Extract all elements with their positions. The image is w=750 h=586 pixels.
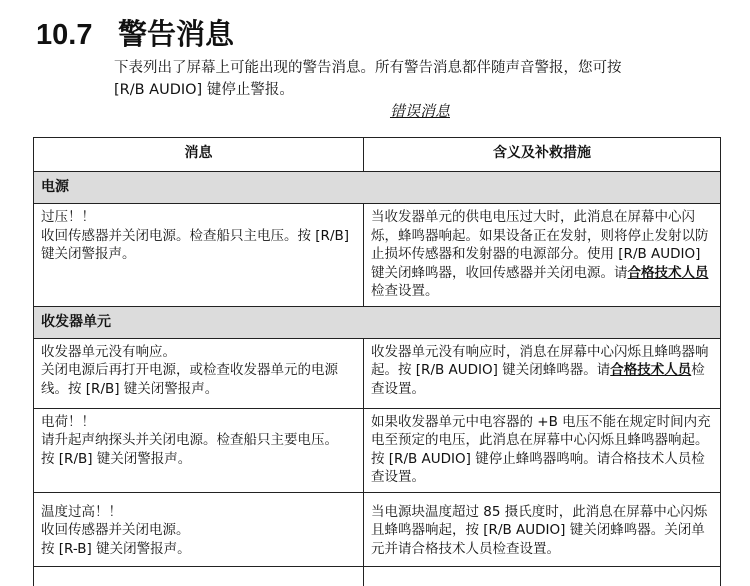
group-row-power (34, 172, 721, 204)
message-title: 电荷！！ (41, 413, 95, 430)
meaning-text: 如果收发器单元中电容器的 +B 电压不能在规定时间内充电至预定的电压，此消息在屏幕中心闪烁且蜂鸣器响起。按 [R/B AUDIO] 键停止蜂鸣器鸣响。请合格技术人员检查设置。 (371, 413, 711, 485)
message-title: 收发器单元没有响应。 (41, 343, 176, 360)
message-line: 按 [R/B] 键关闭警报声。 (41, 450, 192, 467)
table-header-row (34, 138, 721, 172)
intro-line-1: 下表列出了屏幕上可能出现的警告消息。所有警告消息都伴随声音警报，您可按 (114, 60, 622, 76)
message-line: 收回传感器并关闭电源。 (41, 522, 190, 538)
meaning-cell (364, 492, 721, 566)
message-line: 线。按 [R/B] 键关闭警报声。 (41, 380, 219, 397)
continuation-cell (364, 566, 721, 586)
message-cell (34, 338, 364, 408)
message-cell (34, 408, 364, 492)
message-line: 收回传感器并关闭电源。检查船只主电压。按 [R/B] (41, 227, 350, 244)
message-line: 关闭电源后再打开电源，或检查收发器单元的电源 (41, 362, 338, 378)
message-title: 过压！！ (41, 209, 95, 225)
group-row-transceiver (34, 306, 721, 338)
continuation-cell (34, 566, 364, 586)
table-row (34, 204, 721, 307)
table-row (34, 492, 721, 566)
meaning-cell (364, 204, 721, 307)
header-message: 消息 (34, 138, 364, 172)
meaning-text: 当电源块温度超过 85 摄氏度时，此消息在屏幕中心闪烁且蜂鸣器响起，按 [R/B AUDIO] 键关闭蜂鸣器。关闭单元并请合格技术人员检查设置。 (371, 503, 708, 557)
table-continuation (34, 566, 721, 586)
message-line: 请升起声纳探头并关闭电源。检查船只主要电压。 (41, 432, 338, 448)
section-heading (36, 12, 234, 53)
qualified-technician-emphasis: 合格技术人员 (627, 264, 709, 281)
table-row (34, 338, 721, 408)
meaning-cell (364, 408, 721, 492)
meaning-text: 当收发器单元的供电电压过大时，此消息在屏幕中心闪烁，蜂鸣器响起。如果设备正在发射，则将停止发射以防止损坏传感器和发射器的电源部分。使用 [R/B AUDIO] 键关闭蜂鸣器，收回传感器并关闭电源。请 (371, 209, 709, 281)
group-title: 电源 (34, 172, 721, 204)
meaning-text-end: 检查设置。 (371, 362, 705, 397)
meaning-text-end: 检查设置。 (371, 283, 439, 299)
message-cell (34, 492, 364, 566)
qualified-technician-emphasis: 合格技术人员 (610, 362, 692, 378)
message-line: 键关闭警报声。 (41, 246, 136, 262)
intro-line-2: [R/B AUDIO] 键停止警报。 (114, 82, 294, 98)
message-cell (34, 204, 364, 307)
section-number: 10.7 (36, 19, 93, 51)
section-title: 警告消息 (118, 19, 235, 51)
message-title: 温度过高！！ (41, 503, 122, 520)
meaning-cell (364, 338, 721, 408)
warning-messages-table (33, 137, 721, 586)
meaning-text: 收发器单元没有响应时，消息在屏幕中心闪烁且蜂鸣器响起。按 [R/B AUDIO] 键关闭蜂鸣器。请 (371, 343, 709, 378)
message-line: 按 [R-B] 键关闭警报声。 (41, 540, 191, 557)
table-caption: 错误消息 (389, 102, 450, 120)
intro-paragraph (114, 57, 724, 101)
group-title: 收发器单元 (34, 306, 721, 338)
table-row (34, 408, 721, 492)
header-meaning: 含义及补救措施 (364, 138, 721, 172)
